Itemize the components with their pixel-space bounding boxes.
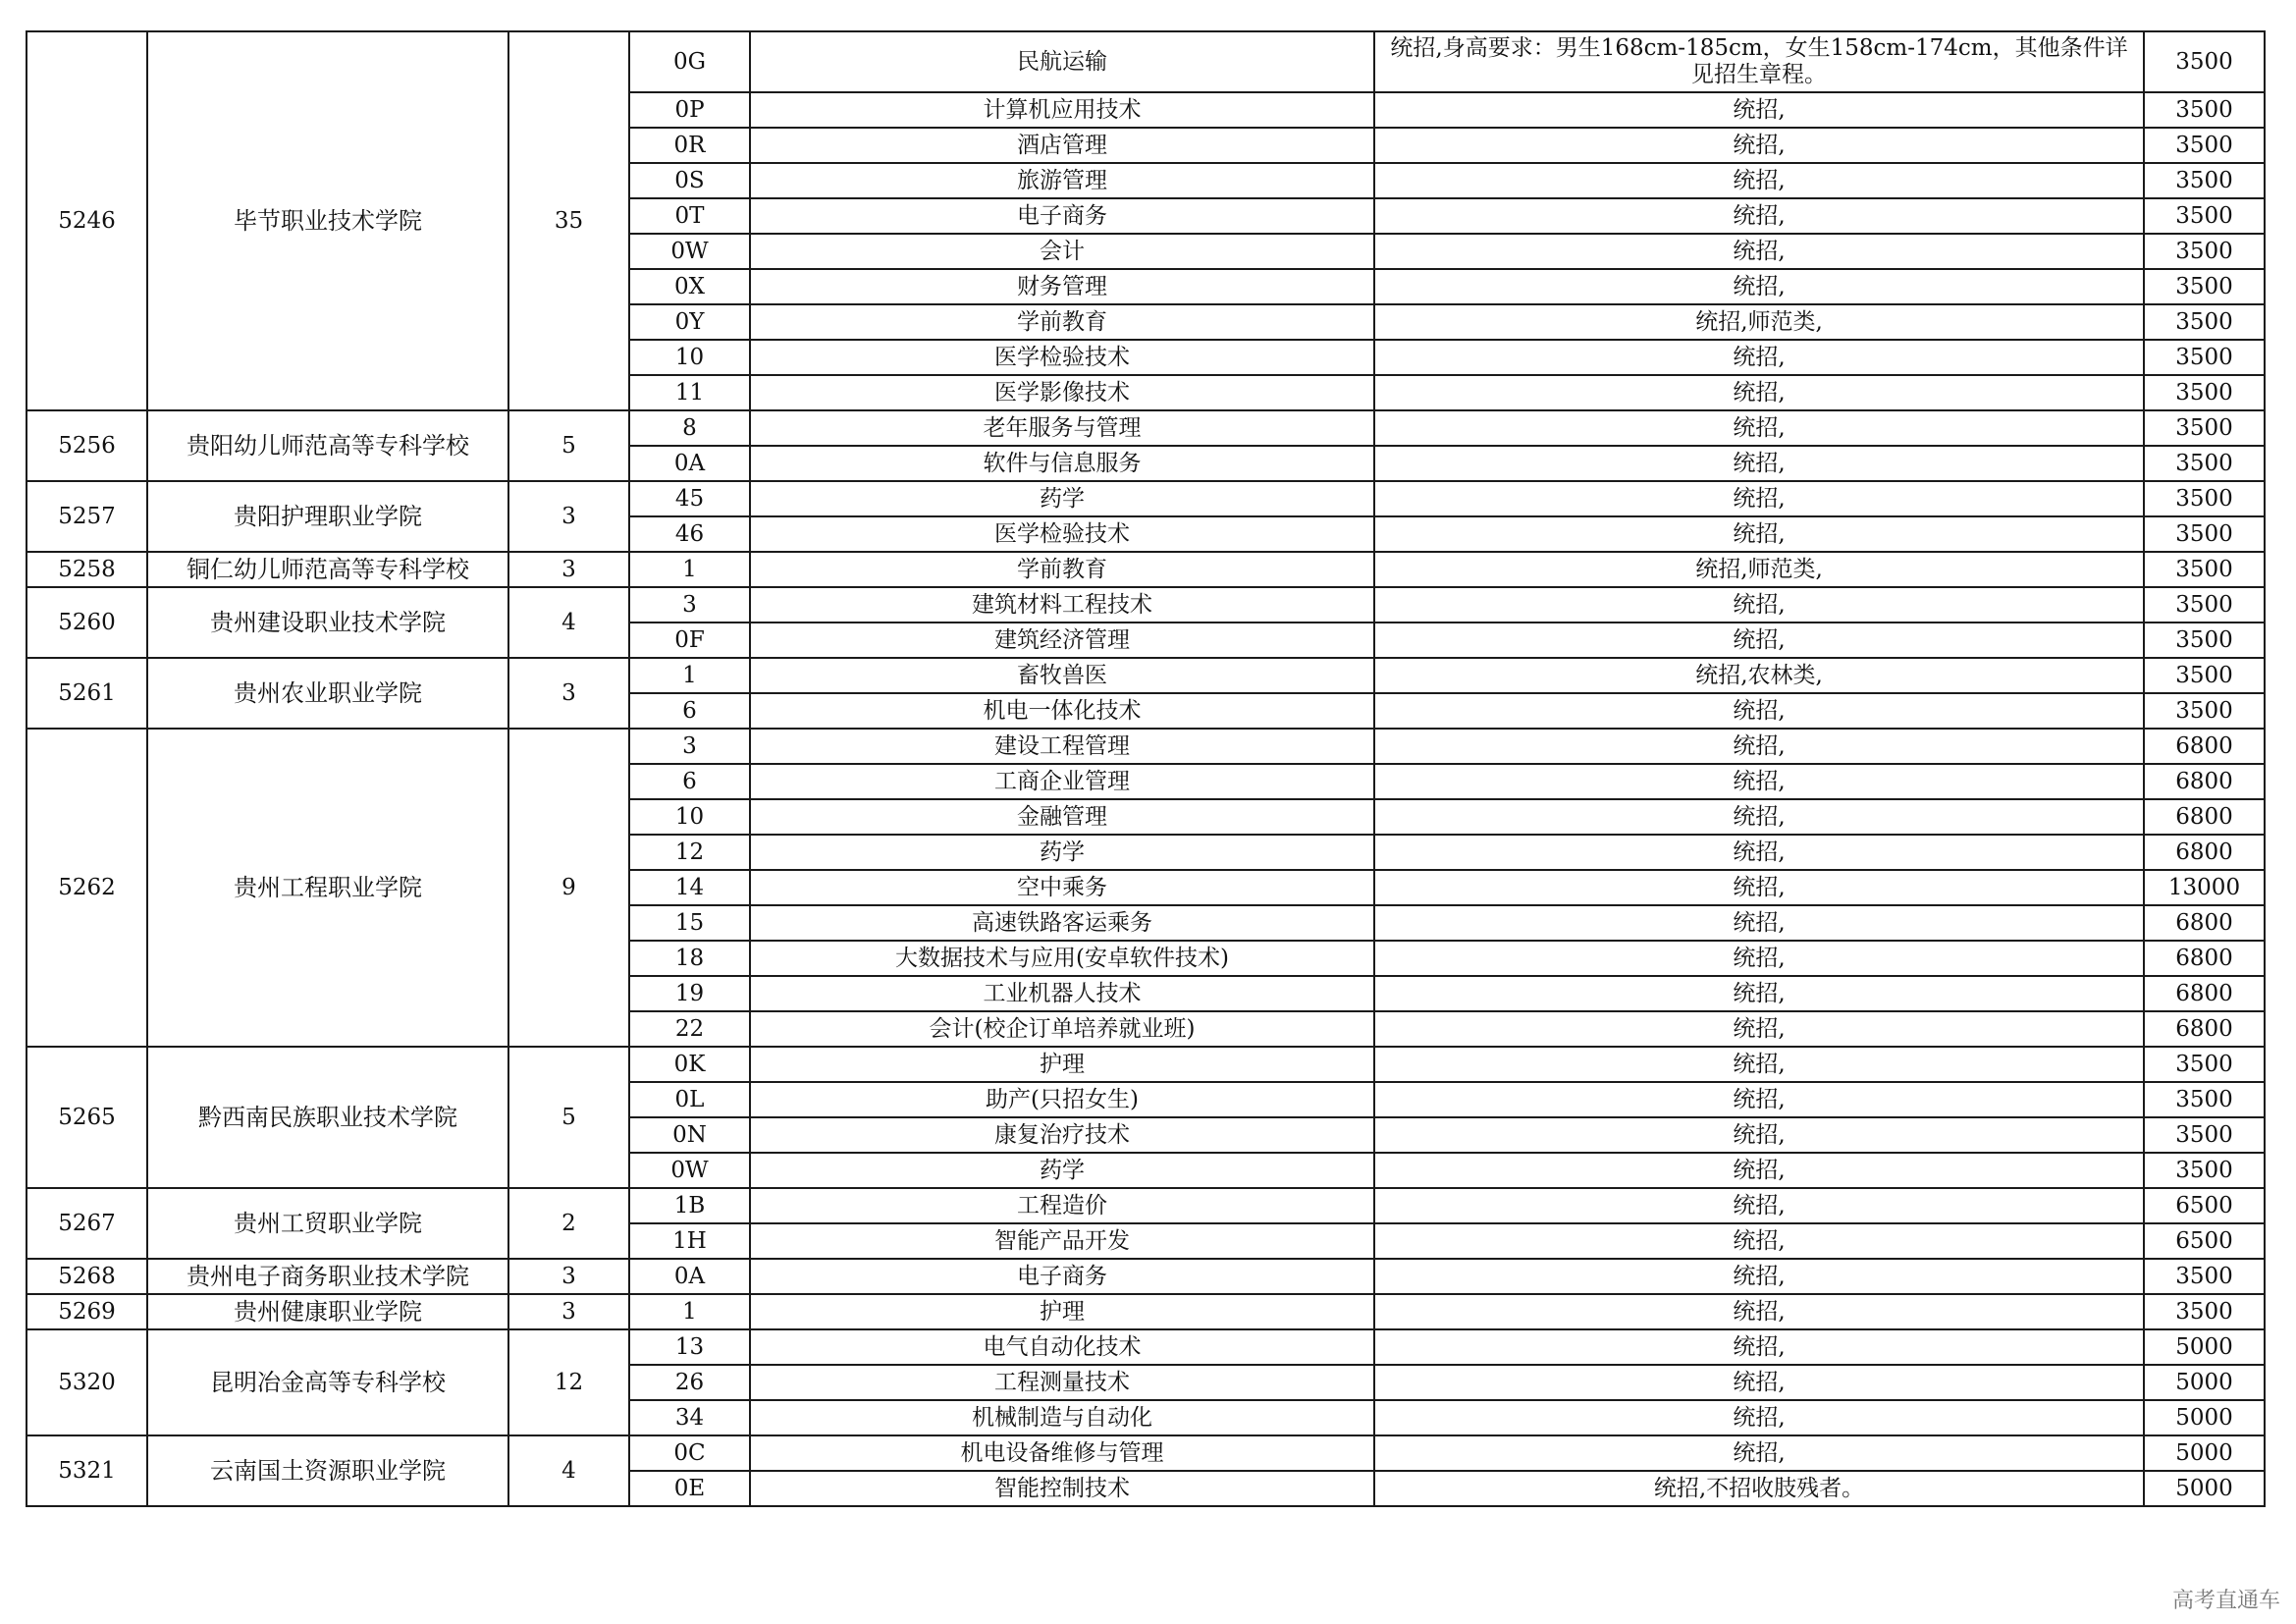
plan-count-cell: 5 <box>508 1047 629 1188</box>
tuition-cell: 3500 <box>2144 375 2265 410</box>
table-row <box>27 410 2265 446</box>
major-name-cell: 药学 <box>750 835 1374 870</box>
major-code-cell: 0N <box>629 1117 750 1153</box>
plan-count-cell: 35 <box>508 31 629 410</box>
plan-count-cell: 2 <box>508 1188 629 1259</box>
table-row <box>27 1047 2265 1082</box>
school-name-cell: 毕节职业技术学院 <box>147 31 508 410</box>
note-cell: 统招, <box>1374 799 2144 835</box>
note-cell: 统招, <box>1374 1294 2144 1329</box>
major-name-cell: 金融管理 <box>750 799 1374 835</box>
note-cell: 统招, <box>1374 1117 2144 1153</box>
major-name-cell: 财务管理 <box>750 269 1374 304</box>
major-name-cell: 护理 <box>750 1047 1374 1082</box>
major-name-cell: 智能产品开发 <box>750 1223 1374 1259</box>
note-cell: 统招, <box>1374 92 2144 128</box>
note-cell: 统招, <box>1374 375 2144 410</box>
major-name-cell: 护理 <box>750 1294 1374 1329</box>
school-name-cell: 昆明冶金高等专科学校 <box>147 1329 508 1435</box>
table-row <box>27 1259 2265 1294</box>
school-code-cell: 5258 <box>27 552 147 587</box>
major-name-cell: 机电一体化技术 <box>750 693 1374 729</box>
major-code-cell: 0G <box>629 31 750 92</box>
note-cell: 统招, <box>1374 870 2144 905</box>
note-cell: 统招, <box>1374 1047 2144 1082</box>
major-code-cell: 3 <box>629 587 750 623</box>
tuition-cell: 5000 <box>2144 1365 2265 1400</box>
major-code-cell: 22 <box>629 1011 750 1047</box>
major-code-cell: 13 <box>629 1329 750 1365</box>
note-cell: 统招, <box>1374 835 2144 870</box>
major-code-cell: 6 <box>629 693 750 729</box>
major-code-cell: 0P <box>629 92 750 128</box>
major-name-cell: 酒店管理 <box>750 128 1374 163</box>
major-code-cell: 0F <box>629 623 750 658</box>
major-name-cell: 工程测量技术 <box>750 1365 1374 1400</box>
tuition-cell: 3500 <box>2144 481 2265 516</box>
plan-count-cell: 3 <box>508 1294 629 1329</box>
note-cell: 统招, <box>1374 128 2144 163</box>
table-row <box>27 1188 2265 1223</box>
note-cell: 统招, <box>1374 516 2144 552</box>
table-row <box>27 31 2265 92</box>
tuition-cell: 3500 <box>2144 623 2265 658</box>
school-code-cell: 5268 <box>27 1259 147 1294</box>
school-name-cell: 贵州建设职业技术学院 <box>147 587 508 658</box>
major-code-cell: 18 <box>629 941 750 976</box>
note-cell: 统招, <box>1374 1365 2144 1400</box>
tuition-cell: 5000 <box>2144 1435 2265 1471</box>
table-row <box>27 1435 2265 1471</box>
major-code-cell: 6 <box>629 764 750 799</box>
major-name-cell: 旅游管理 <box>750 163 1374 198</box>
tuition-cell: 3500 <box>2144 198 2265 234</box>
tuition-cell: 3500 <box>2144 410 2265 446</box>
school-name-cell: 贵阳护理职业学院 <box>147 481 508 552</box>
tuition-cell: 5000 <box>2144 1471 2265 1506</box>
school-code-cell: 5262 <box>27 729 147 1047</box>
tuition-cell: 3500 <box>2144 552 2265 587</box>
table-body <box>27 31 2265 1506</box>
major-name-cell: 工业机器人技术 <box>750 976 1374 1011</box>
tuition-cell: 13000 <box>2144 870 2265 905</box>
major-name-cell: 老年服务与管理 <box>750 410 1374 446</box>
plan-count-cell: 4 <box>508 587 629 658</box>
major-name-cell: 会计(校企订单培养就业班) <box>750 1011 1374 1047</box>
plan-count-cell: 3 <box>508 552 629 587</box>
major-code-cell: 0X <box>629 269 750 304</box>
major-name-cell: 建筑经济管理 <box>750 623 1374 658</box>
table-row <box>27 729 2265 764</box>
major-code-cell: 10 <box>629 340 750 375</box>
major-name-cell: 机电设备维修与管理 <box>750 1435 1374 1471</box>
major-code-cell: 8 <box>629 410 750 446</box>
note-cell: 统招, <box>1374 1435 2144 1471</box>
note-cell: 统招, <box>1374 941 2144 976</box>
school-name-cell: 铜仁幼儿师范高等专科学校 <box>147 552 508 587</box>
tuition-cell: 3500 <box>2144 1047 2265 1082</box>
major-code-cell: 11 <box>629 375 750 410</box>
tuition-cell: 3500 <box>2144 587 2265 623</box>
major-name-cell: 空中乘务 <box>750 870 1374 905</box>
note-cell: 统招, <box>1374 410 2144 446</box>
school-name-cell: 贵州工程职业学院 <box>147 729 508 1047</box>
major-code-cell: 1 <box>629 658 750 693</box>
note-cell: 统招, <box>1374 729 2144 764</box>
tuition-cell: 3500 <box>2144 658 2265 693</box>
school-code-cell: 5246 <box>27 31 147 410</box>
note-cell: 统招,师范类, <box>1374 304 2144 340</box>
major-code-cell: 0Y <box>629 304 750 340</box>
major-name-cell: 建设工程管理 <box>750 729 1374 764</box>
note-cell: 统招,身高要求：男生168cm-185cm，女生158cm-174cm，其他条件详见招生章程。 <box>1374 31 2144 92</box>
tuition-cell: 6800 <box>2144 976 2265 1011</box>
tuition-cell: 6800 <box>2144 799 2265 835</box>
major-code-cell: 14 <box>629 870 750 905</box>
major-code-cell: 45 <box>629 481 750 516</box>
major-name-cell: 学前教育 <box>750 552 1374 587</box>
major-code-cell: 10 <box>629 799 750 835</box>
tuition-cell: 6800 <box>2144 941 2265 976</box>
major-name-cell: 机械制造与自动化 <box>750 1400 1374 1435</box>
major-name-cell: 畜牧兽医 <box>750 658 1374 693</box>
school-name-cell: 贵阳幼儿师范高等专科学校 <box>147 410 508 481</box>
school-name-cell: 贵州农业职业学院 <box>147 658 508 729</box>
tuition-cell: 3500 <box>2144 234 2265 269</box>
major-code-cell: 46 <box>629 516 750 552</box>
note-cell: 统招, <box>1374 481 2144 516</box>
major-code-cell: 0L <box>629 1082 750 1117</box>
tuition-cell: 3500 <box>2144 1294 2265 1329</box>
tuition-cell: 6800 <box>2144 1011 2265 1047</box>
note-cell: 统招, <box>1374 1011 2144 1047</box>
note-cell: 统招, <box>1374 198 2144 234</box>
note-cell: 统招, <box>1374 234 2144 269</box>
school-name-cell: 黔西南民族职业技术学院 <box>147 1047 508 1188</box>
school-name-cell: 贵州健康职业学院 <box>147 1294 508 1329</box>
plan-count-cell: 9 <box>508 729 629 1047</box>
tuition-cell: 3500 <box>2144 1153 2265 1188</box>
tuition-cell: 3500 <box>2144 1082 2265 1117</box>
school-code-cell: 5320 <box>27 1329 147 1435</box>
major-name-cell: 药学 <box>750 481 1374 516</box>
note-cell: 统招, <box>1374 1188 2144 1223</box>
note-cell: 统招, <box>1374 905 2144 941</box>
major-code-cell: 0A <box>629 446 750 481</box>
plan-count-cell: 3 <box>508 481 629 552</box>
note-cell: 统招, <box>1374 1329 2144 1365</box>
major-name-cell: 助产(只招女生) <box>750 1082 1374 1117</box>
watermark: 高考直通车 <box>2171 1589 2280 1613</box>
table-row <box>27 1329 2265 1365</box>
major-code-cell: 1H <box>629 1223 750 1259</box>
major-name-cell: 智能控制技术 <box>750 1471 1374 1506</box>
major-code-cell: 0T <box>629 198 750 234</box>
school-code-cell: 5321 <box>27 1435 147 1506</box>
major-code-cell: 0W <box>629 1153 750 1188</box>
plan-count-cell: 5 <box>508 410 629 481</box>
major-code-cell: 1 <box>629 1294 750 1329</box>
tuition-cell: 6500 <box>2144 1188 2265 1223</box>
tuition-cell: 3500 <box>2144 1259 2265 1294</box>
major-name-cell: 会计 <box>750 234 1374 269</box>
tuition-cell: 3500 <box>2144 693 2265 729</box>
note-cell: 统招, <box>1374 587 2144 623</box>
school-code-cell: 5260 <box>27 587 147 658</box>
tuition-cell: 3500 <box>2144 128 2265 163</box>
tuition-cell: 3500 <box>2144 269 2265 304</box>
major-code-cell: 0C <box>629 1435 750 1471</box>
major-name-cell: 计算机应用技术 <box>750 92 1374 128</box>
note-cell: 统招, <box>1374 446 2144 481</box>
note-cell: 统招,农林类, <box>1374 658 2144 693</box>
tuition-cell: 6500 <box>2144 1223 2265 1259</box>
tuition-cell: 3500 <box>2144 516 2265 552</box>
major-code-cell: 12 <box>629 835 750 870</box>
tuition-cell: 3500 <box>2144 340 2265 375</box>
note-cell: 统招, <box>1374 1400 2144 1435</box>
major-code-cell: 19 <box>629 976 750 1011</box>
major-code-cell: 1B <box>629 1188 750 1223</box>
major-name-cell: 电子商务 <box>750 1259 1374 1294</box>
major-code-cell: 0A <box>629 1259 750 1294</box>
plan-count-cell: 3 <box>508 658 629 729</box>
major-name-cell: 医学检验技术 <box>750 340 1374 375</box>
tuition-cell: 3500 <box>2144 31 2265 92</box>
tuition-cell: 3500 <box>2144 92 2265 128</box>
school-name-cell: 贵州工贸职业学院 <box>147 1188 508 1259</box>
admissions-table <box>26 30 2266 1507</box>
tuition-cell: 6800 <box>2144 729 2265 764</box>
note-cell: 统招,师范类, <box>1374 552 2144 587</box>
tuition-cell: 3500 <box>2144 1117 2265 1153</box>
major-code-cell: 34 <box>629 1400 750 1435</box>
table-row <box>27 552 2265 587</box>
major-code-cell: 0K <box>629 1047 750 1082</box>
tuition-cell: 6800 <box>2144 764 2265 799</box>
note-cell: 统招, <box>1374 163 2144 198</box>
note-cell: 统招, <box>1374 1082 2144 1117</box>
table-row <box>27 587 2265 623</box>
school-code-cell: 5261 <box>27 658 147 729</box>
note-cell: 统招, <box>1374 1259 2144 1294</box>
major-code-cell: 0R <box>629 128 750 163</box>
major-name-cell: 学前教育 <box>750 304 1374 340</box>
major-code-cell: 1 <box>629 552 750 587</box>
note-cell: 统招, <box>1374 1223 2144 1259</box>
tuition-cell: 6800 <box>2144 835 2265 870</box>
major-name-cell: 电气自动化技术 <box>750 1329 1374 1365</box>
tuition-cell: 5000 <box>2144 1329 2265 1365</box>
note-cell: 统招,不招收肢残者。 <box>1374 1471 2144 1506</box>
note-cell: 统招, <box>1374 340 2144 375</box>
school-code-cell: 5267 <box>27 1188 147 1259</box>
major-code-cell: 3 <box>629 729 750 764</box>
note-cell: 统招, <box>1374 976 2144 1011</box>
table-row <box>27 1294 2265 1329</box>
table-row <box>27 658 2265 693</box>
major-name-cell: 药学 <box>750 1153 1374 1188</box>
school-code-cell: 5256 <box>27 410 147 481</box>
tuition-cell: 3500 <box>2144 446 2265 481</box>
major-name-cell: 医学影像技术 <box>750 375 1374 410</box>
major-name-cell: 电子商务 <box>750 198 1374 234</box>
major-code-cell: 15 <box>629 905 750 941</box>
note-cell: 统招, <box>1374 764 2144 799</box>
note-cell: 统招, <box>1374 623 2144 658</box>
major-code-cell: 0W <box>629 234 750 269</box>
major-code-cell: 26 <box>629 1365 750 1400</box>
major-code-cell: 0S <box>629 163 750 198</box>
plan-count-cell: 4 <box>508 1435 629 1506</box>
tuition-cell: 3500 <box>2144 163 2265 198</box>
major-name-cell: 康复治疗技术 <box>750 1117 1374 1153</box>
major-name-cell: 建筑材料工程技术 <box>750 587 1374 623</box>
school-code-cell: 5265 <box>27 1047 147 1188</box>
major-name-cell: 医学检验技术 <box>750 516 1374 552</box>
plan-count-cell: 12 <box>508 1329 629 1435</box>
major-name-cell: 大数据技术与应用(安卓软件技术) <box>750 941 1374 976</box>
tuition-cell: 3500 <box>2144 304 2265 340</box>
school-code-cell: 5257 <box>27 481 147 552</box>
note-cell: 统招, <box>1374 693 2144 729</box>
major-name-cell: 民航运输 <box>750 31 1374 92</box>
major-name-cell: 工程造价 <box>750 1188 1374 1223</box>
note-cell: 统招, <box>1374 269 2144 304</box>
major-name-cell: 工商企业管理 <box>750 764 1374 799</box>
note-cell: 统招, <box>1374 1153 2144 1188</box>
tuition-cell: 5000 <box>2144 1400 2265 1435</box>
school-name-cell: 贵州电子商务职业技术学院 <box>147 1259 508 1294</box>
major-name-cell: 软件与信息服务 <box>750 446 1374 481</box>
tuition-cell: 6800 <box>2144 905 2265 941</box>
major-code-cell: 0E <box>629 1471 750 1506</box>
major-name-cell: 高速铁路客运乘务 <box>750 905 1374 941</box>
school-name-cell: 云南国土资源职业学院 <box>147 1435 508 1506</box>
school-code-cell: 5269 <box>27 1294 147 1329</box>
table-row <box>27 481 2265 516</box>
plan-count-cell: 3 <box>508 1259 629 1294</box>
